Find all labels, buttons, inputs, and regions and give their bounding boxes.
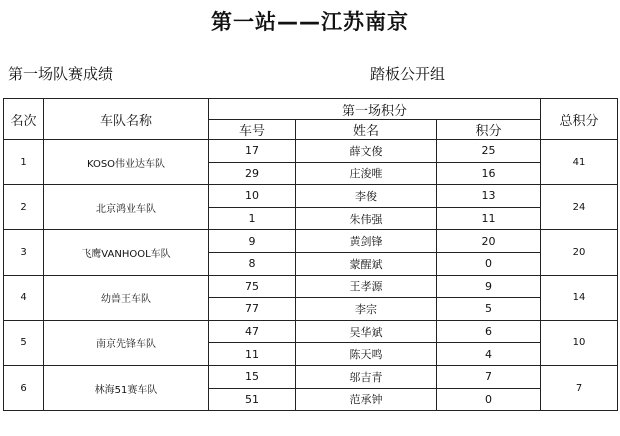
rank-cell: 4 bbox=[4, 275, 44, 320]
header-round-points: 第一场积分 bbox=[209, 99, 541, 120]
car-number-cell: 10 bbox=[209, 185, 296, 208]
rider-points-cell: 25 bbox=[437, 140, 541, 163]
results-body bbox=[4, 140, 618, 411]
rank-cell: 5 bbox=[4, 320, 44, 365]
rider-name-cell: 王孝源 bbox=[296, 275, 437, 298]
table-row bbox=[4, 365, 618, 388]
rider-name-cell: 李宗 bbox=[296, 298, 437, 321]
car-number-cell: 15 bbox=[209, 365, 296, 388]
car-number-cell: 1 bbox=[209, 207, 296, 230]
rider-name-cell: 黄剑锋 bbox=[296, 230, 437, 253]
rider-name-cell: 李俊 bbox=[296, 185, 437, 208]
table-row bbox=[4, 320, 618, 343]
team-name-cell: 林海51赛车队 bbox=[44, 365, 209, 410]
rider-name-cell: 庄浚唯 bbox=[296, 162, 437, 185]
rider-name-cell: 薛文俊 bbox=[296, 140, 437, 163]
car-number-cell: 11 bbox=[209, 343, 296, 366]
rider-points-cell: 4 bbox=[437, 343, 541, 366]
page-title: 第一站——江苏南京 bbox=[211, 10, 409, 34]
header-number: 车号 bbox=[209, 120, 296, 140]
team-name-cell: KOSO伟业达车队 bbox=[44, 140, 209, 185]
rider-name-cell: 蒙醒斌 bbox=[296, 252, 437, 275]
table-row bbox=[4, 140, 618, 163]
rider-points-cell: 7 bbox=[437, 365, 541, 388]
rider-points-cell: 5 bbox=[437, 298, 541, 321]
total-points-cell: 14 bbox=[541, 275, 618, 320]
team-name-cell: 幼兽王车队 bbox=[44, 275, 209, 320]
rider-name-cell: 范承钟 bbox=[296, 388, 437, 411]
rank-cell: 6 bbox=[4, 365, 44, 410]
car-number-cell: 9 bbox=[209, 230, 296, 253]
car-number-cell: 47 bbox=[209, 320, 296, 343]
rider-points-cell: 16 bbox=[437, 162, 541, 185]
total-points-cell: 41 bbox=[541, 140, 618, 185]
header-team: 车队名称 bbox=[44, 99, 209, 140]
table-row bbox=[4, 275, 618, 298]
car-number-cell: 77 bbox=[209, 298, 296, 321]
team-name-cell: 北京鸿业车队 bbox=[44, 185, 209, 230]
rider-points-cell: 9 bbox=[437, 275, 541, 298]
header-total: 总积分 bbox=[541, 99, 618, 140]
team-name-cell: 飞鹰VANHOOL车队 bbox=[44, 230, 209, 275]
total-points-cell: 20 bbox=[541, 230, 618, 275]
rider-points-cell: 0 bbox=[437, 388, 541, 411]
rider-name-cell: 陈天鸣 bbox=[296, 343, 437, 366]
total-points-cell: 24 bbox=[541, 185, 618, 230]
car-number-cell: 17 bbox=[209, 140, 296, 163]
rider-points-cell: 11 bbox=[437, 207, 541, 230]
total-points-cell: 7 bbox=[541, 365, 618, 410]
rank-cell: 3 bbox=[4, 230, 44, 275]
car-number-cell: 51 bbox=[209, 388, 296, 411]
rider-points-cell: 13 bbox=[437, 185, 541, 208]
category-subtitle: 踏板公开组 bbox=[370, 65, 446, 83]
header-points: 积分 bbox=[437, 120, 541, 140]
header-rank: 名次 bbox=[4, 99, 44, 140]
total-points-cell: 10 bbox=[541, 320, 618, 365]
rider-points-cell: 6 bbox=[437, 320, 541, 343]
rank-cell: 1 bbox=[4, 140, 44, 185]
team-name-cell: 南京先锋车队 bbox=[44, 320, 209, 365]
car-number-cell: 75 bbox=[209, 275, 296, 298]
car-number-cell: 8 bbox=[209, 252, 296, 275]
rider-name-cell: 吴华斌 bbox=[296, 320, 437, 343]
car-number-cell: 29 bbox=[209, 162, 296, 185]
rider-name-cell: 朱伟强 bbox=[296, 207, 437, 230]
round-subtitle: 第一场队赛成绩 bbox=[8, 65, 114, 83]
results-table bbox=[3, 98, 618, 411]
table-row bbox=[4, 185, 618, 208]
rider-name-cell: 邬吉青 bbox=[296, 365, 437, 388]
rider-points-cell: 20 bbox=[437, 230, 541, 253]
table-row bbox=[4, 230, 618, 253]
rider-points-cell: 0 bbox=[437, 252, 541, 275]
header-name: 姓名 bbox=[296, 120, 437, 140]
rank-cell: 2 bbox=[4, 185, 44, 230]
